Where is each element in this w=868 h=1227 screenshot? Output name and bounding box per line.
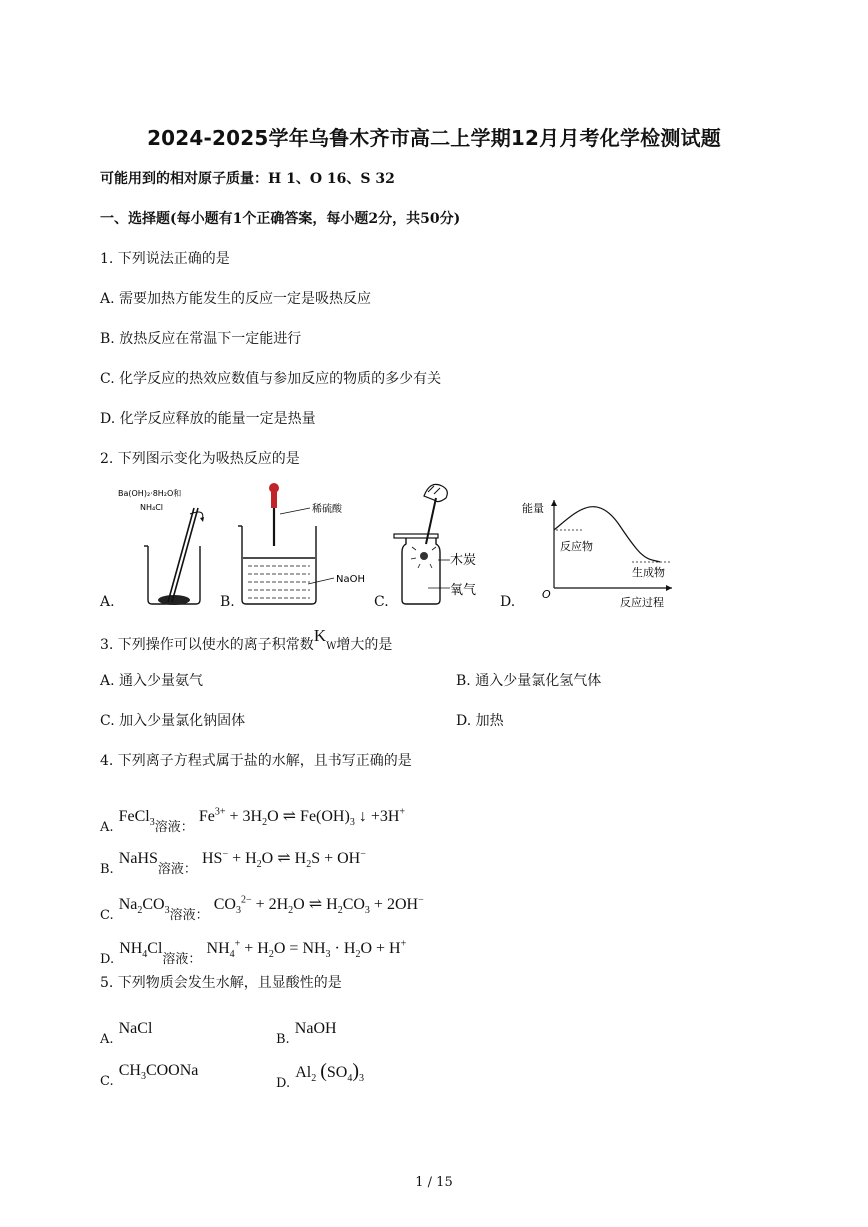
- figure-b-base-label: NaOH: [336, 574, 365, 585]
- q2-stem: 2. 下列图示变化为吸热反应的是: [100, 451, 300, 467]
- q4-a-equation: $Fe^{3+} + 3H_2O$ ⇌ $Fe(OH)_3$ ↓ +3H+: [198, 806, 406, 829]
- figure-a-label-2: NH₄Cl: [140, 503, 164, 512]
- q3-option-c: C. 加入少量氯化钠固体: [100, 713, 246, 729]
- q4-label-d: D.: [100, 952, 115, 967]
- q5-b-formula: NaOH: [294, 1020, 337, 1037]
- q4-d-sol: 溶液：: [162, 952, 202, 967]
- q2-label-d: D.: [500, 594, 516, 610]
- q4-b-sol: 溶液：: [157, 862, 197, 877]
- q4-stem: 4. 下列离子方程式属于盐的水解，且书写正确的是: [100, 753, 412, 769]
- figure-d-ylabel: 能量: [522, 502, 544, 515]
- figure-c-oxygen-label: 氧气: [450, 583, 477, 598]
- kw-subscript: W: [326, 641, 337, 652]
- atomic-mass-note: 可能用到的相对原子质量：H 1、O 16、S 32: [100, 171, 395, 187]
- q5-option-b: [276, 1020, 337, 1048]
- q3-option-d: D. 加热: [456, 713, 504, 729]
- section-heading: 一、选择题(每小题有1个正确答案，每小题2分，共50分): [100, 211, 461, 227]
- q4-c-formula: $Na_2CO_3$: [118, 896, 170, 917]
- figure-d-energy-diagram: [516, 492, 676, 610]
- figure-d-origin: O: [542, 588, 551, 601]
- figure-c-charcoal-bottle: [388, 474, 488, 610]
- q2-label-c: C.: [374, 594, 389, 610]
- q5-a-formula: NaCl: [118, 1020, 153, 1037]
- q4-c-equation: $CO_3^{2-} + 2H_2O$ ⇌ $H_2CO_3 + 2OH^-$: [213, 894, 424, 917]
- q4-d-equation: $NH_4^+ + H_2O = NH_3 \cdot H_2O + H^+$: [206, 938, 407, 961]
- q2-label-a: A.: [100, 594, 115, 610]
- q5-label-c: C.: [100, 1074, 114, 1089]
- q1-stem: 1. 下列说法正确的是: [100, 251, 230, 267]
- q3-option-b: B. 通入少量氯化氢气体: [456, 673, 602, 689]
- q5-d-formula: $Al_2$ $(SO_4)_3$: [295, 1060, 364, 1085]
- q1-option-a: A. 需要加热方能发生的反应一定是吸热反应: [100, 291, 372, 307]
- q1-option-b: B. 放热反应在常温下一定能进行: [100, 331, 302, 347]
- page-title: 2024-2025学年乌鲁木齐市高二上学期12月月考化学检测试题: [147, 126, 721, 150]
- figure-d-product: 生成物: [632, 566, 665, 579]
- figure-d-reactant: 反应物: [560, 540, 593, 553]
- q4-option-c: [100, 894, 424, 926]
- figure-b-beaker-dropper: [236, 480, 366, 610]
- figure-a-label-1: Ba(OH)₂·8H₂O和: [118, 489, 182, 498]
- q5-stem: 5. 下列物质会发生水解，且显酸性的是: [100, 975, 342, 991]
- q4-label-c: C.: [100, 908, 114, 923]
- q2-label-b: B.: [220, 594, 235, 610]
- q3-stem: [100, 626, 393, 654]
- q5-label-a: A.: [100, 1032, 114, 1047]
- figure-a-beaker-stirring: [114, 484, 214, 610]
- q4-a-formula: FeCl$_3$: [118, 808, 155, 829]
- q5-option-d: [276, 1060, 364, 1094]
- kw-symbol: K: [313, 626, 327, 645]
- page-number: 1 / 15: [415, 1175, 453, 1190]
- q4-d-formula: $NH_4Cl$: [119, 940, 163, 961]
- q5-label-b: B.: [276, 1032, 290, 1047]
- q4-a-sol: 溶液：: [154, 820, 194, 835]
- q5-option-c: [100, 1062, 199, 1092]
- q1-option-c: C. 化学反应的热效应数值与参加反应的物质的多少有关: [100, 371, 442, 387]
- figure-d-xlabel: 反应过程: [620, 596, 664, 609]
- figure-b-acid-label: 稀硫酸: [312, 504, 342, 515]
- q4-c-sol: 溶液：: [169, 908, 209, 923]
- q3-option-a: A. 通入少量氨气: [100, 673, 204, 689]
- figure-c-charcoal-label: 木炭: [450, 553, 477, 568]
- q3-stem-post: 增大的是: [336, 637, 393, 653]
- q5-c-formula: $CH_3COONa$: [118, 1062, 199, 1083]
- q4-option-b: [100, 848, 366, 880]
- q5-label-d: D.: [276, 1076, 291, 1091]
- q1-option-d: D. 化学反应释放的能量一定是热量: [100, 411, 316, 427]
- q5-option-a: [100, 1020, 153, 1048]
- q4-option-a: [100, 806, 406, 838]
- q4-b-formula: NaHS: [118, 850, 158, 867]
- q4-label-b: B.: [100, 862, 114, 877]
- q4-label-a: A.: [100, 820, 114, 835]
- q4-option-d: [100, 938, 407, 970]
- q4-b-equation: $HS^- + H_2O$ ⇌ $H_2S + OH^-$: [202, 848, 366, 871]
- q3-stem-pre: 3. 下列操作可以使水的离子积常数: [100, 637, 314, 653]
